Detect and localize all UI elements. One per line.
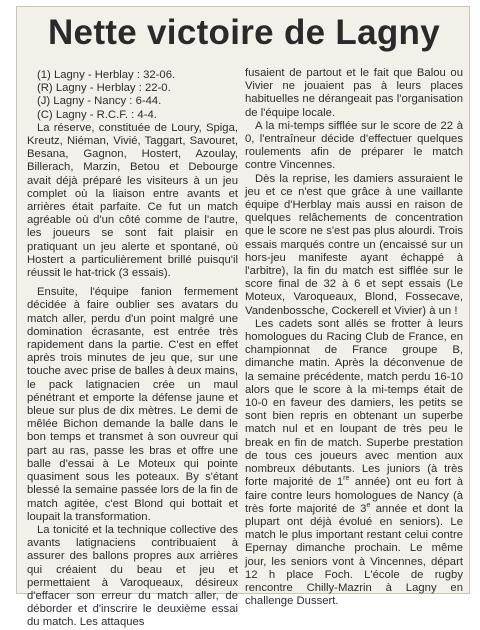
score-line: (J) Lagny - Nancy : 6-44. [37, 95, 162, 108]
score-list [37, 69, 238, 122]
superscript-re: re [343, 475, 350, 483]
paragraph-reserve: La réserve, constituée de Loury, Spiga, Kreutz, Niéman, Vivié, Taggart, Savouret, Besana, Gagnon, Hostert, Azoulay, Billerach, Marzin, Betou et Debourge avait déjà préparé les visiteurs à un jeu complet où la liaison entre avants et arrières était parfaite. Ce fut un match agréable où d'un côté comme de l'autre, les joueurs se sont fait plaisir en pratiquant un jeu alerte et spontané, où Hostert a particulièrement brillé puisqu'il réussit le hat-trick (3 essais). [27, 121, 238, 280]
article-column-left [27, 69, 238, 629]
paragraph-first-team: Ensuite, l'équipe fanion fermement décidée à faire oublier ses avatars du match aller, perdu d'un point malgré une domination écrasante, est entrée très rapidement dans la partie. C'est en effet après trois minutes de jeu que, sur une touche avec prise de balles à deux mains, le pack latignacien crée un maul pénétrant et emporte la défense jaune et bleue sur plus de dix mètres. Le demi de mêlée Bichon demande la balle dans le bon temps et transmet à son ouvreur qui part au ras, passe les bras et offre une balle d'essai à Le Moteux qui pointe quasiment sous les poteaux. By s'étant blessé la semaine passée lors de la fin de match agitée, c'est Blond qui bottait et loupait la transformation. [27, 286, 238, 523]
paragraph-forwards: La tonicité et la technique collective des avants latignaciens contribuaient à assurer des ballons propres aux arrières qui créaient du beau et jeu et permettaient à Varoqueaux, désireux d'effacer son erreur du match aller, de déborder et d'inscrire le deuxième essai du match. Les attaques [27, 523, 238, 629]
score-line: (C) Lagny - R.C.F. : 4-4. [37, 108, 157, 121]
text-seniors: année et dont la plupart ont déjà évolué en seniors). Le match le plus important restant celui contre Epernay dimanche prochain. Le même jour, les seniors vont à Vincennes, départ 12 h place Foch. L'école de rugby rencontre Chilly-Mazrin à Lagny en challenge Dussert. [245, 502, 463, 608]
paragraph-second-half: Dès la reprise, les damiers assuraient le jeu et ce n'est que grâce à une vaillante équipe d'Herblay mais aussi en raison de quelques relâchements de concentration que le score ne s'est pas plus alourdi. Trois essais marqués contre un (encaissé sur un hors-jeu manifeste ayant échappé à l'arbitre), la fin du match est sifflée sur le score final de 32 à 6 et sept essais (Le Moteux, Varoqueaux, Blond, Fossecave, Vandenbossche, Cockerell et Vivier) à un ! [245, 172, 463, 317]
article-headline: Nette victoire de Lagny [47, 13, 440, 52]
paragraph-half-time: A la mi-temps sifflée sur le score de 22 à 0, l'entraîneur décide d'effectuer quelques roulements afin de préparer le match contre Vincennes. [245, 119, 463, 172]
paragraph-cadets-juniors [245, 318, 463, 608]
article-column-right [245, 67, 463, 608]
text-juniors: année) ont eu fort à faire contre leurs homologues de Nancy (à très forte majorité de 3 [245, 476, 463, 515]
score-line: (1) Lagny - Herblay : 32-06. [37, 69, 176, 81]
newspaper-clipping [16, 6, 470, 629]
paragraph-continuation: fusaient de partout et le fait que Balou ou Vivier ne jouaient pas à leurs places habituelles ne dérangeait pas l'organisation de l'équipe locale. [245, 67, 463, 119]
text-cadets: Les cadets sont allés se frotter à leurs homologues du Racing Club de France, en championnat de France groupe B, dimanche matin. Après la déconvenue de la semaine précédente, match perdu 16-10 alors que le score à la mi-temps était de 10-0 en faveur des damiers, les petits se sont bien repris en obtenant un superbe match nul et en loupant de très peu le break en fin de match. Superbe prestation de tous ces joueurs avec mention aux nombreux débutants. Les juniors (à très forte majorité de 1 [245, 317, 463, 489]
superscript-e: e [366, 501, 371, 509]
score-line: (R) Lagny - Herblay : 22-0. [37, 82, 171, 95]
